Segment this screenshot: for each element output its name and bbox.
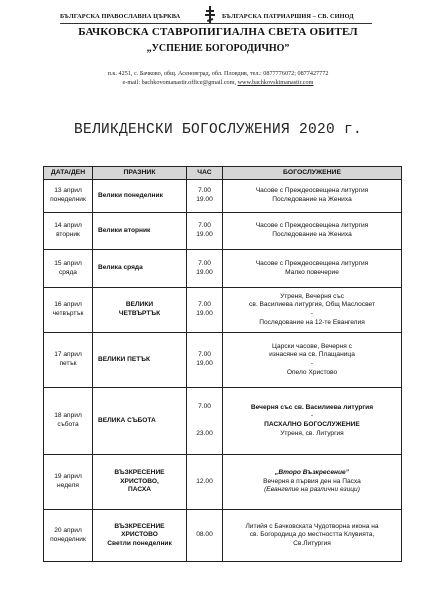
feast-cell: ВЪЗКРЕСЕНИЕ ХРИСТОВО Светли понеделник: [93, 510, 187, 562]
table-row: [44, 510, 402, 562]
time-cell: 7.00 19.00: [187, 180, 223, 213]
feast-cell: Велики понеделник: [93, 180, 187, 213]
email-website-line: [0, 79, 436, 86]
header-feast: ПРАЗНИК: [93, 167, 187, 180]
date-cell: 13 април понеделник: [44, 180, 93, 213]
service-cell: Часове с Преждеосвещена литургия Последование на Жениха: [223, 180, 402, 213]
website-link[interactable]: www.bachkovskimanastir.com: [237, 79, 314, 86]
feast-cell: Велика сряда: [93, 250, 187, 288]
time-cell: 7.00 19.00: [187, 333, 223, 388]
monastery-dedication: „УСПЕНИЕ БОГОРОДИЧНО”: [146, 43, 290, 54]
table-row: [44, 288, 402, 333]
service-cell: Вечерня със св. Василиева литургия - ПАСХАЛНО БОГОСЛУЖЕНИЕ Утреня, св. Литургия: [223, 388, 402, 455]
table-row: [44, 333, 402, 388]
patriarchate-heading: БЪЛГАРСКА ПАТРИАРШИЯ – СВ. СИНОД: [222, 13, 354, 20]
table-row: [44, 180, 402, 213]
service-cell: „Второ Възкресение” Вечерня в първия ден на Пасха (Евангелие на различни езици): [223, 455, 402, 510]
time-cell: 12.00: [187, 455, 223, 510]
address-line: п.к. 4251, с. Бачково, общ. Асеновград, обл. Пловдив, тел.: 0877776072; 0877427772: [107, 70, 329, 77]
service-cell: Литийя с Бачковската Чудотворна икона на св. Богородица до местността Клувията, Св.Литургия: [223, 510, 402, 562]
header-service: БОГОСЛУЖЕНИЕ: [223, 167, 402, 180]
time-cell: 7.00 19.00: [187, 288, 223, 333]
email-text: e-mail: bachkovomanastir.office@gmail.com,: [122, 79, 237, 86]
table-row: [44, 213, 402, 250]
service-cell: Утреня, Вечерня със св. Василиева литургия, Общ Маслосвет - Последование на 12-те Евангелия: [223, 288, 402, 333]
page-title: ВЕЛИКДЕНСКИ БОГОСЛУЖЕНИЯ 2020 г.: [73, 122, 363, 138]
time-cell: 08.00: [187, 510, 223, 562]
header-time: ЧАС: [187, 167, 223, 180]
date-cell: 15 април сряда: [44, 250, 93, 288]
church-heading: БЪЛГАРСКА ПРАВОСЛАВНА ЦЪРКВА: [60, 13, 181, 20]
time-cell: 7.00 19.00: [187, 250, 223, 288]
date-cell: 14 април вторник: [44, 213, 93, 250]
service-cell: Часове с Преждеосвещена литургия Последование на Жениха: [223, 213, 402, 250]
feast-cell: Велики вторник: [93, 213, 187, 250]
table-row: [44, 388, 402, 455]
monastery-name: БАЧКОВСКА СТАВРОПИГИАЛНА СВЕТА ОБИТЕЛ: [78, 26, 358, 38]
time-cell: 7.00 19.00: [187, 213, 223, 250]
table-row: [44, 250, 402, 288]
schedule-table: [43, 166, 402, 562]
feast-cell: ВЪЗКРЕСЕНИЕ ХРИСТОВО, ПАСХА: [93, 455, 187, 510]
date-cell: 19 април неделя: [44, 455, 93, 510]
table-header-row: [44, 167, 402, 180]
table-row: [44, 455, 402, 510]
feast-cell: ВЕЛИКИ ПЕТЪК: [93, 333, 187, 388]
service-cell: Часове с Преждеосвещена литургия Малко повечерие: [223, 250, 402, 288]
date-cell: 18 април събота: [44, 388, 93, 455]
feast-cell: ВЕЛИКИ ЧЕТВЪРТЪК: [93, 288, 187, 333]
header-date: ДАТА/ДЕН: [44, 167, 93, 180]
date-cell: 17 април петък: [44, 333, 93, 388]
feast-cell: ВЕЛИКА СЪБОТА: [93, 388, 187, 455]
header-divider: [60, 23, 372, 24]
orthodox-cross-icon: [205, 6, 215, 24]
date-cell: 20 април понеделник: [44, 510, 93, 562]
date-cell: 16 април четвъртък: [44, 288, 93, 333]
time-cell: 7.00 23.00: [187, 388, 223, 455]
service-cell: Царски часове, Вечерня с изнасяне на св. Плащаница - Опело Христово: [223, 333, 402, 388]
